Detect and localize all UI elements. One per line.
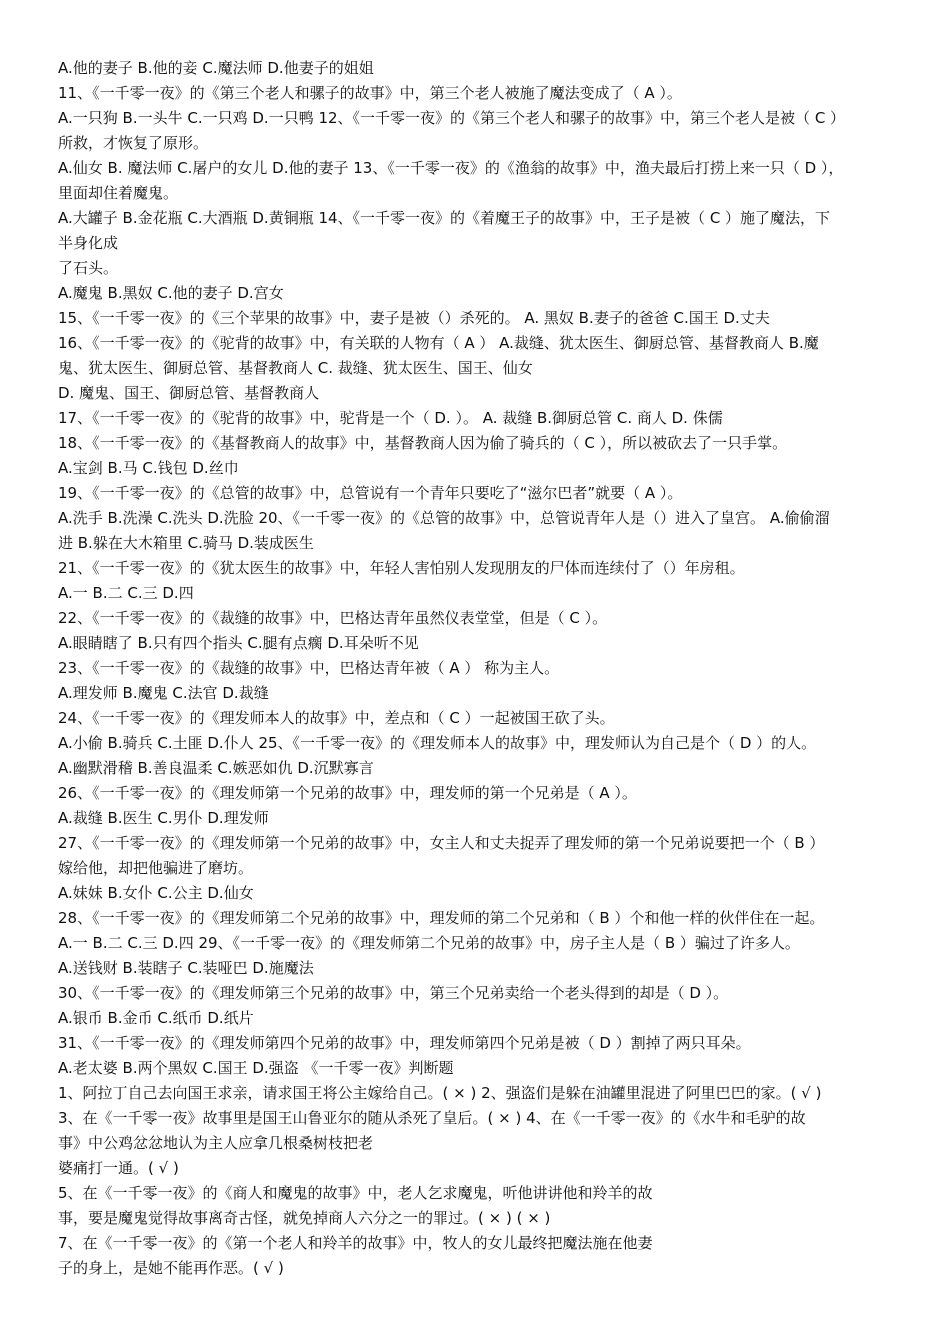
text-line: 24、《一千零一夜》的《理发师本人的故事》中，差点和（ C ）一起被国王砍了头。 — [58, 709, 615, 727]
text-line: 26、《一千零一夜》的《理发师第一个兄弟的故事》中，理发师的第一个兄弟是（ A ）。 — [58, 784, 637, 802]
document-body — [58, 56, 898, 1281]
text-line: 31、《一千零一夜》的《理发师第四个兄弟的故事》中，理发师第四个兄弟是被（ D ）割掉了两只耳朵。 — [58, 1034, 751, 1052]
text-line: 事》中公鸡忿忿地认为主人应拿几根桑树枝把老 — [58, 1134, 374, 1152]
text-line: A.妹妹 B.女仆 C.公主 D.仙女 — [58, 884, 254, 902]
text-line: 婆痛打一通。( √ ) — [58, 1159, 179, 1177]
text-line: A.仙女 B. 魔法师 C.屠户的女儿 D.他的妻子 13、《一千零一夜》的《渔翁的故事》中，渔夫最后打捞上来一只（ D ）， — [58, 159, 844, 177]
text-line: A.幽默滑稽 B.善良温柔 C.嫉恶如仇 D.沉默寡言 — [58, 759, 374, 777]
text-line: 27、《一千零一夜》的《理发师第一个兄弟的故事》中，女主人和丈夫捉弄了理发师的第一个兄弟说要把一个（ B ） — [58, 834, 825, 852]
text-line: 18、《一千零一夜》的《基督教商人的故事》中，基督教商人因为偷了骑兵的（ C ），所以被砍去了一只手掌。 — [58, 434, 788, 452]
text-line: A.裁缝 B.医生 C.男仆 D.理发师 — [58, 809, 269, 827]
text-line: 进 B.躲在大木箱里 C.骑马 D.装成医生 — [58, 534, 314, 552]
text-line: A.一只狗 B.一头牛 C.一只鸡 D.一只鸭 12、《一千零一夜》的《第三个老人和骡子的故事》中，第三个老人是被（ C ） — [58, 109, 846, 127]
text-line: 了石头。 — [58, 259, 119, 277]
text-line: 30、《一千零一夜》的《理发师第三个兄弟的故事》中，第三个兄弟卖给一个老头得到的却是（ D ）。 — [58, 984, 729, 1002]
text-line: A.小偷 B.骑兵 C.土匪 D.仆人 25、《一千零一夜》的《理发师本人的故事》中，理发师认为自己是个（ D ）的人。 — [58, 734, 817, 752]
text-line: 1、阿拉丁自己去向国王求亲，请求国王将公主嫁给自己。( × ) 2、强盗们是躲在油罐里混进了阿里巴巴的家。( √ ) — [58, 1084, 822, 1102]
text-line: A.银币 B.金币 C.纸币 D.纸片 — [58, 1009, 254, 1027]
text-line: 鬼、犹太医生、御厨总管、基督教商人 C. 裁缝、犹太医生、国王、仙女 — [58, 359, 533, 377]
text-line: 17、《一千零一夜》的《驼背的故事》中，驼背是一个（ D. ）。 A. 裁缝 B.御厨总管 C. 商人 D. 侏儒 — [58, 409, 723, 427]
text-line: A.他的妻子 B.他的妾 C.魔法师 D.他妻子的姐姐 — [58, 59, 374, 77]
text-line: A.老太婆 B.两个黑奴 C.国王 D.强盗 《一千零一夜》判断题 — [58, 1059, 454, 1077]
text-line: 事，要是魔鬼觉得故事离奇古怪，就免掉商人六分之一的罪过。( × ) ( × ) — [58, 1209, 551, 1227]
text-line: 19、《一千零一夜》的《总管的故事》中，总管说有一个青年只要吃了“滋尔巴者”就要（ A ）。 — [58, 484, 683, 502]
text-line: 3、在《一千零一夜》故事里是国王山鲁亚尔的随从杀死了皇后。( × ) 4、在《一千零一夜》的《水牛和毛驴的故 — [58, 1109, 806, 1127]
text-line: A.眼睛瞎了 B.只有四个指头 C.腿有点瘸 D.耳朵听不见 — [58, 634, 419, 652]
text-line: A.宝剑 B.马 C.钱包 D.丝巾 — [58, 459, 239, 477]
text-line: 所救，才恢复了原形。 — [58, 134, 209, 152]
text-line: A.一 B.二 C.三 D.四 29、《一千零一夜》的《理发师第二个兄弟的故事》中，房子主人是（ B ）骗过了许多人。 — [58, 934, 800, 952]
text-line: 16、《一千零一夜》的《驼背的故事》中，有关联的人物有（ A ） A.裁缝、犹太医生、御厨总管、基督教商人 B.魔 — [58, 334, 819, 352]
text-line: A.魔鬼 B.黑奴 C.他的妻子 D.宫女 — [58, 284, 284, 302]
text-line: 里面却住着魔鬼。 — [58, 184, 179, 202]
text-line: 22、《一千零一夜》的《裁缝的故事》中，巴格达青年虽然仪表堂堂，但是（ C ）。 — [58, 609, 608, 627]
text-line: 7、在《一千零一夜》的《第一个老人和羚羊的故事》中，牧人的女儿最终把魔法施在他妻 — [58, 1234, 653, 1252]
text-line: 21、《一千零一夜》的《犹太医生的故事》中，年轻人害怕别人发现朋友的尸体而连续付了（）年房租。 — [58, 559, 745, 577]
text-line: A.大罐子 B.金花瓶 C.大酒瓶 D.黄铜瓶 14、《一千零一夜》的《着魔王子的故事》中，王子是被（ C ）施了魔法，下 — [58, 209, 831, 227]
text-line: 嫁给他，却把他骗进了磨坊。 — [58, 859, 254, 877]
text-line: 5、在《一千零一夜》的《商人和魔鬼的故事》中，老人乞求魔鬼，听他讲讲他和羚羊的故 — [58, 1184, 653, 1202]
text-line: 28、《一千零一夜》的《理发师第二个兄弟的故事》中，理发师的第二个兄弟和（ B ）个和他一样的伙伴住在一起。 — [58, 909, 825, 927]
text-line: A.理发师 B.魔鬼 C.法官 D.裁缝 — [58, 684, 269, 702]
text-line: A.洗手 B.洗澡 C.洗头 D.洗脸 20、《一千零一夜》的《总管的故事》中，总管说青年人是（）进入了皇宫。 A.偷偷溜 — [58, 509, 830, 527]
text-line: A.送钱财 B.装瞎子 C.装哑巴 D.施魔法 — [58, 959, 314, 977]
text-line: D. 魔鬼、国王、御厨总管、基督教商人 — [58, 384, 320, 402]
text-line: 11、《一千零一夜》的《第三个老人和骡子的故事》中，第三个老人被施了魔法变成了（ A ）。 — [58, 84, 682, 102]
text-line: 子的身上，是她不能再作恶。( √ ) — [58, 1259, 284, 1277]
text-line: A.一 B.二 C.三 D.四 — [58, 584, 194, 602]
text-line: 23、《一千零一夜》的《裁缝的故事》中，巴格达青年被（ A ） 称为主人。 — [58, 659, 560, 677]
text-line: 半身化成 — [58, 234, 119, 252]
text-line: 15、《一千零一夜》的《三个苹果的故事》中，妻子是被（）杀死的。 A. 黑奴 B.妻子的爸爸 C.国王 D.丈夫 — [58, 309, 770, 327]
